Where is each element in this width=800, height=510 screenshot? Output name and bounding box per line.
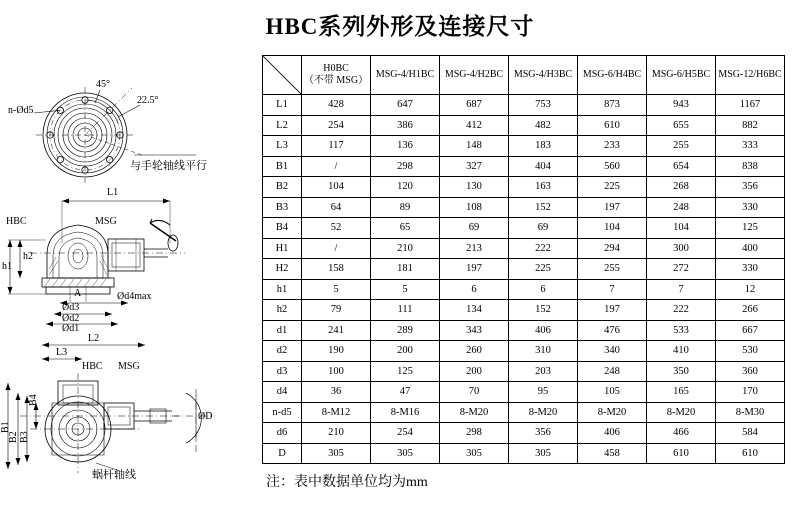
- table-body: [263, 95, 785, 464]
- cell: 560: [578, 156, 647, 177]
- cell: 533: [647, 320, 716, 341]
- cell: 125: [371, 361, 440, 382]
- cell: 7: [578, 279, 647, 300]
- cell: 254: [371, 423, 440, 444]
- cell: 610: [578, 115, 647, 136]
- table-row: [263, 320, 785, 341]
- cell: 210: [302, 423, 371, 444]
- cell: 406: [578, 423, 647, 444]
- cell: 294: [578, 238, 647, 259]
- cell: 120: [371, 177, 440, 198]
- col-header-msg4-h1bc: MSG-4/H1BC: [371, 56, 440, 95]
- table-row: [263, 300, 785, 321]
- cell: 104: [578, 218, 647, 239]
- cell: 152: [509, 197, 578, 218]
- cell: 482: [509, 115, 578, 136]
- label-MSG: MSG: [95, 216, 117, 227]
- row-label: h1: [263, 279, 302, 300]
- label-B1: B1: [0, 421, 11, 433]
- content-area: [0, 43, 800, 491]
- cell: 213: [440, 238, 509, 259]
- cell: 8-M20: [509, 402, 578, 423]
- cell: 65: [371, 218, 440, 239]
- cell: 136: [371, 136, 440, 157]
- cell: 5: [302, 279, 371, 300]
- row-label: h2: [263, 300, 302, 321]
- row-label: B3: [263, 197, 302, 218]
- cell: 197: [578, 197, 647, 218]
- cell: 203: [509, 361, 578, 382]
- table-row: [263, 197, 785, 218]
- table-row: [263, 341, 785, 362]
- cell: 310: [509, 341, 578, 362]
- cell: 406: [509, 320, 578, 341]
- cell: 466: [647, 423, 716, 444]
- cell: 222: [647, 300, 716, 321]
- cell: 64: [302, 197, 371, 218]
- cell: 158: [302, 259, 371, 280]
- cell: 838: [716, 156, 785, 177]
- cell: 343: [440, 320, 509, 341]
- drawing-side-view: [0, 183, 262, 333]
- cell: 386: [371, 115, 440, 136]
- row-label: d6: [263, 423, 302, 444]
- cell: 458: [578, 443, 647, 464]
- cell: 170: [716, 382, 785, 403]
- label-angle-45: 45°: [96, 79, 110, 90]
- table-corner-cell: [263, 56, 302, 95]
- col-header-msg6-h4bc: MSG-6/H4BC: [578, 56, 647, 95]
- cell: 305: [302, 443, 371, 464]
- cell: /: [302, 156, 371, 177]
- cell: 8-M12: [302, 402, 371, 423]
- cell: 647: [371, 95, 440, 116]
- table-row: [263, 259, 785, 280]
- cell: 333: [716, 136, 785, 157]
- cell: 305: [509, 443, 578, 464]
- label-angle-22-5: 22.5°: [137, 95, 159, 106]
- cell: /: [302, 238, 371, 259]
- cell: 165: [647, 382, 716, 403]
- table-row: [263, 136, 785, 157]
- col-header-h0bc-line1: H0BC: [323, 62, 349, 74]
- table-row: [263, 156, 785, 177]
- cell: 69: [440, 218, 509, 239]
- row-label: L2: [263, 115, 302, 136]
- cell: 47: [371, 382, 440, 403]
- cell: 404: [509, 156, 578, 177]
- cell: 134: [440, 300, 509, 321]
- table-row: [263, 177, 785, 198]
- cell: 197: [578, 300, 647, 321]
- cell: 272: [647, 259, 716, 280]
- cell: 327: [440, 156, 509, 177]
- cell: 225: [509, 259, 578, 280]
- label-d3: Ød3: [62, 302, 80, 313]
- row-label: d4: [263, 382, 302, 403]
- table-row: [263, 95, 785, 116]
- drawing-top-plan-view: [0, 333, 262, 483]
- cell: 5: [371, 279, 440, 300]
- cell: 130: [440, 177, 509, 198]
- cell: 476: [578, 320, 647, 341]
- table-row: [263, 443, 785, 464]
- cell: 248: [578, 361, 647, 382]
- label-d4max: Ød4max: [117, 291, 152, 302]
- cell: 260: [440, 341, 509, 362]
- cell: 340: [578, 341, 647, 362]
- cell: 152: [509, 300, 578, 321]
- spec-table-column: [262, 43, 792, 491]
- cell: 79: [302, 300, 371, 321]
- cell: 667: [716, 320, 785, 341]
- row-label: B1: [263, 156, 302, 177]
- cell: 181: [371, 259, 440, 280]
- label-A: A: [74, 288, 82, 299]
- page-title: HBC系列外形及连接尺寸: [265, 14, 535, 39]
- cell: 163: [509, 177, 578, 198]
- row-label: H2: [263, 259, 302, 280]
- cell: 655: [647, 115, 716, 136]
- cell: 200: [440, 361, 509, 382]
- cell: 190: [302, 341, 371, 362]
- cell: 8-M30: [716, 402, 785, 423]
- col-header-msg12-h6bc: MSG-12/H6BC: [716, 56, 785, 95]
- cell: 125: [716, 218, 785, 239]
- cell: 248: [647, 197, 716, 218]
- cell: 356: [509, 423, 578, 444]
- col-header-msg6-h5bc: MSG-6/H5BC: [647, 56, 716, 95]
- row-label: d3: [263, 361, 302, 382]
- cell: 197: [440, 259, 509, 280]
- cell: 8-M20: [440, 402, 509, 423]
- cell: 108: [440, 197, 509, 218]
- label-B4: B4: [28, 394, 39, 406]
- cell: 530: [716, 341, 785, 362]
- cell: 410: [647, 341, 716, 362]
- row-label: d1: [263, 320, 302, 341]
- table-row: [263, 382, 785, 403]
- cell: 400: [716, 238, 785, 259]
- cell: 210: [371, 238, 440, 259]
- cell: 225: [578, 177, 647, 198]
- cell: 300: [647, 238, 716, 259]
- row-label: B4: [263, 218, 302, 239]
- cell: 12: [716, 279, 785, 300]
- label-B2: B2: [8, 431, 19, 443]
- table-row: [263, 218, 785, 239]
- cell: 95: [509, 382, 578, 403]
- cell: 298: [371, 156, 440, 177]
- cell: 882: [716, 115, 785, 136]
- cell: 148: [440, 136, 509, 157]
- label-n-d5: n-Ød5: [8, 105, 34, 116]
- col-header-h0bc: [302, 56, 371, 95]
- drawing-flange-top-view: [0, 43, 262, 183]
- cell: 943: [647, 95, 716, 116]
- col-header-msg4-h3bc: MSG-4/H3BC: [509, 56, 578, 95]
- cell: 356: [716, 177, 785, 198]
- cell: 100: [302, 361, 371, 382]
- cell: 330: [716, 259, 785, 280]
- label-h2: h2: [23, 251, 33, 262]
- row-label: L1: [263, 95, 302, 116]
- cell: 305: [440, 443, 509, 464]
- cell: 8-M20: [647, 402, 716, 423]
- cell: 8-M16: [371, 402, 440, 423]
- cell: 305: [371, 443, 440, 464]
- cell: 233: [578, 136, 647, 157]
- table-row: [263, 402, 785, 423]
- cell: 687: [440, 95, 509, 116]
- cell: 873: [578, 95, 647, 116]
- cell: 654: [647, 156, 716, 177]
- cell: 610: [716, 443, 785, 464]
- label-d1: Ød1: [62, 323, 80, 334]
- label-worm-axis: 蜗杆轴线: [92, 469, 136, 481]
- cell: 268: [647, 177, 716, 198]
- label-HBC: HBC: [6, 216, 27, 227]
- cell: 183: [509, 136, 578, 157]
- col-header-h0bc-line2: （不带 MSG）: [303, 75, 369, 86]
- drawings-column: [0, 43, 262, 481]
- cell: 610: [647, 443, 716, 464]
- cell: 254: [302, 115, 371, 136]
- note-unit: mm: [406, 475, 428, 490]
- cell: 255: [647, 136, 716, 157]
- cell: 255: [578, 259, 647, 280]
- cell: 266: [716, 300, 785, 321]
- table-header-row: [263, 56, 785, 95]
- cell: 584: [716, 423, 785, 444]
- cell: 6: [509, 279, 578, 300]
- cell: 753: [509, 95, 578, 116]
- cell: 428: [302, 95, 371, 116]
- cell: 89: [371, 197, 440, 218]
- cell: 412: [440, 115, 509, 136]
- cell: 1167: [716, 95, 785, 116]
- table-row: [263, 115, 785, 136]
- table-row: [263, 238, 785, 259]
- label-parallel-to-handwheel-axis: 与手轮轴线平行: [130, 160, 207, 172]
- note-text: 注：表中数据单位均为: [266, 475, 406, 490]
- cell: 8-M20: [578, 402, 647, 423]
- cell: 52: [302, 218, 371, 239]
- cell: 117: [302, 136, 371, 157]
- label-L1: L1: [107, 187, 119, 198]
- table-row: [263, 361, 785, 382]
- row-label: L3: [263, 136, 302, 157]
- cell: 104: [302, 177, 371, 198]
- row-label: D: [263, 443, 302, 464]
- cell: 222: [509, 238, 578, 259]
- label-B3: B3: [19, 431, 30, 443]
- cell: 104: [647, 218, 716, 239]
- cell: 350: [647, 361, 716, 382]
- dimension-table: [262, 55, 785, 464]
- cell: 241: [302, 320, 371, 341]
- label-MSG-plan: MSG: [118, 361, 140, 372]
- cell: 298: [440, 423, 509, 444]
- cell: 6: [440, 279, 509, 300]
- table-row: [263, 279, 785, 300]
- cell: 111: [371, 300, 440, 321]
- row-label: d2: [263, 341, 302, 362]
- cell: 330: [716, 197, 785, 218]
- label-h1: h1: [2, 261, 12, 272]
- col-header-msg4-h2bc: MSG-4/H2BC: [440, 56, 509, 95]
- row-label: n-d5: [263, 402, 302, 423]
- cell: 105: [578, 382, 647, 403]
- table-row: [263, 423, 785, 444]
- row-label: B2: [263, 177, 302, 198]
- label-L2: L2: [88, 333, 100, 344]
- row-label: H1: [263, 238, 302, 259]
- cell: 289: [371, 320, 440, 341]
- label-D: ØD: [198, 411, 213, 422]
- cell: 36: [302, 382, 371, 403]
- cell: 69: [509, 218, 578, 239]
- table-note: [266, 471, 792, 491]
- cell: 70: [440, 382, 509, 403]
- cell: 360: [716, 361, 785, 382]
- label-HBC-plan: HBC: [82, 361, 103, 372]
- cell: 7: [647, 279, 716, 300]
- label-d2: Ød2: [62, 313, 80, 324]
- cell: 200: [371, 341, 440, 362]
- label-L3: L3: [56, 347, 68, 358]
